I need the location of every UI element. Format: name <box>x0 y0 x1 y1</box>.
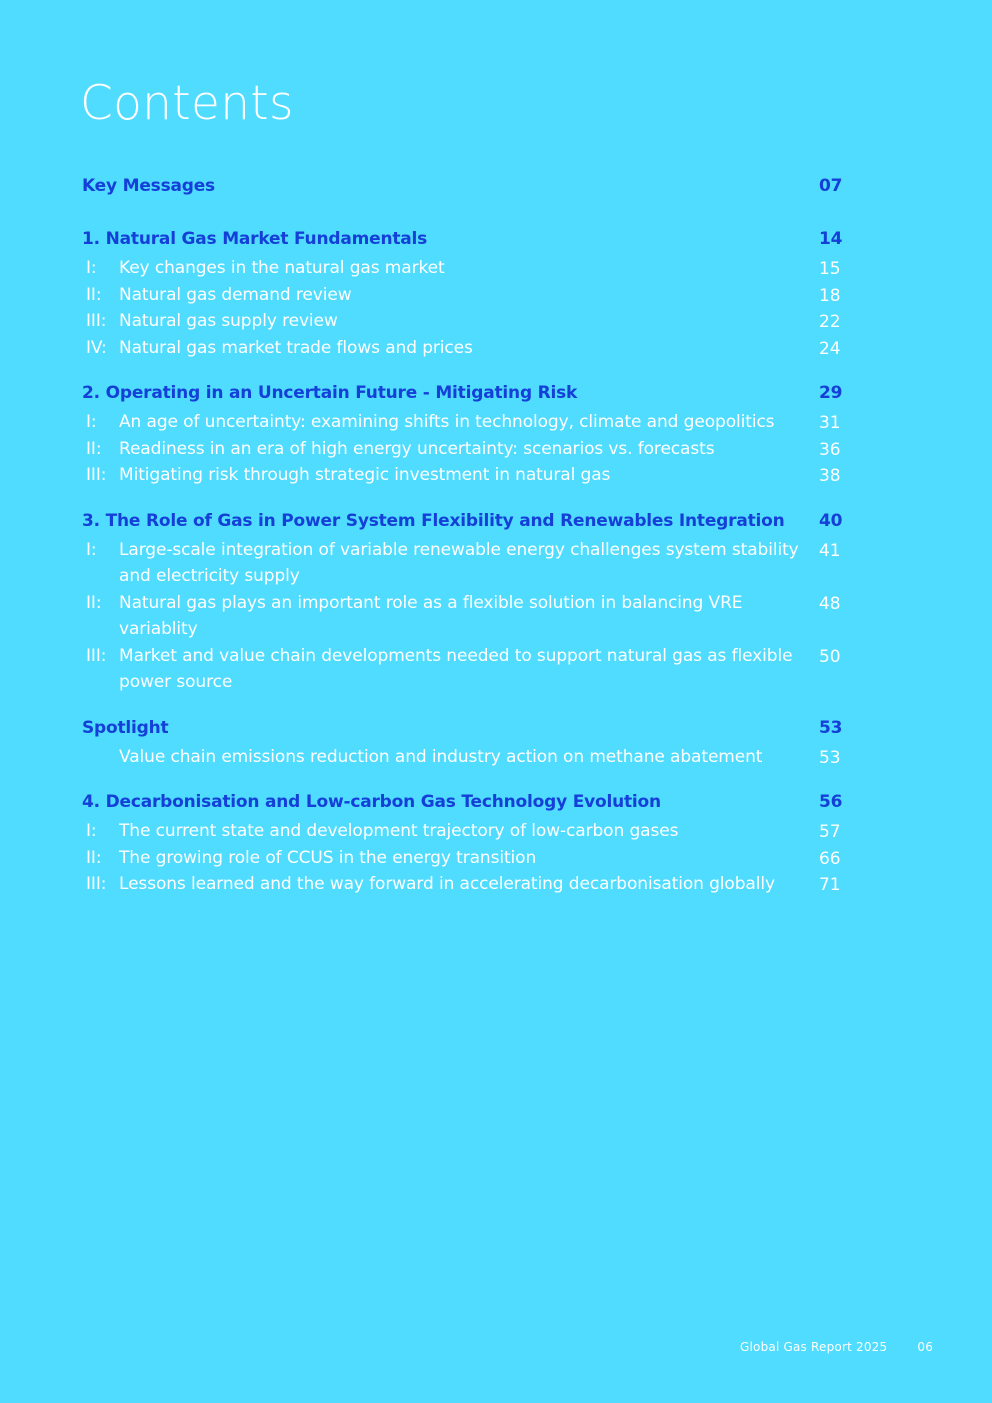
toc-section-label: 2. Operating in an Uncertain Future - Mitigating Risk <box>82 383 578 403</box>
toc-item-numeral <box>82 744 119 771</box>
toc-subsection-item[interactable] <box>82 436 852 463</box>
toc-item-title: Key changes in the natural gas market <box>119 258 445 278</box>
footer-page-number: 06 <box>917 1340 934 1354</box>
toc-subsection-item[interactable] <box>82 643 852 696</box>
toc-item-title: Natural gas market trade flows and prices <box>119 337 473 358</box>
toc-item-numeral: I: <box>86 821 97 841</box>
toc-page-number: 50 <box>819 646 841 667</box>
toc-page-number: 18 <box>819 285 841 306</box>
toc-item-numeral: I: <box>86 258 97 278</box>
toc-page-number: 07 <box>819 176 843 196</box>
toc-subsection-item[interactable] <box>82 590 852 643</box>
toc-item-title: Natural gas plays an important role as a flexible solution in balancing VRE variablity <box>119 592 743 639</box>
toc-page-number: 66 <box>819 848 841 869</box>
toc-subsection-item[interactable] <box>82 871 852 898</box>
toc-page-number: 38 <box>819 466 841 486</box>
toc-section-label: 3. The Role of Gas in Power System Flexibility and Renewables Integration <box>82 510 785 531</box>
toc-page-number: 15 <box>819 259 841 279</box>
toc-page-number: 24 <box>819 338 841 359</box>
footer-report-title: Global Gas Report 2025 <box>740 1340 888 1354</box>
toc-subsection-item[interactable] <box>82 282 852 309</box>
toc-item-numeral: IV: <box>86 337 107 358</box>
toc-item-numeral: III: <box>86 874 107 894</box>
toc-page-number: 40 <box>819 510 843 531</box>
toc-section-label: Spotlight <box>82 717 169 738</box>
toc-page-number: 48 <box>819 593 841 614</box>
toc-section-heading[interactable] <box>82 505 852 537</box>
toc-item-numeral: II: <box>86 438 102 459</box>
toc-subsection-item[interactable] <box>82 462 852 489</box>
toc-item-numeral: II: <box>86 847 102 868</box>
toc-page-number: 56 <box>819 792 843 812</box>
toc-subsection-item[interactable] <box>82 335 852 362</box>
toc-section-heading[interactable] <box>82 377 852 409</box>
toc-page-number: 31 <box>819 413 841 433</box>
toc-page-number: 22 <box>819 312 841 332</box>
table-of-contents <box>82 170 852 898</box>
toc-subsection-item[interactable] <box>82 744 852 771</box>
toc-item-title: The growing role of CCUS in the energy transition <box>119 847 537 868</box>
toc-item-numeral: III: <box>86 465 107 485</box>
page-footer <box>740 1340 933 1354</box>
toc-item-title: An age of uncertainty: examining shifts in technology, climate and geopolitics <box>119 412 775 432</box>
toc-section-heading[interactable] <box>82 223 852 255</box>
toc-subsection-item[interactable] <box>82 409 852 436</box>
toc-subsection-item[interactable] <box>82 255 852 282</box>
toc-section-heading[interactable] <box>82 712 852 744</box>
toc-section-label: Key Messages <box>82 176 215 196</box>
toc-section-label: 4. Decarbonisation and Low-carbon Gas Technology Evolution <box>82 792 661 812</box>
toc-item-title: Mitigating risk through strategic investment in natural gas <box>119 465 611 485</box>
toc-item-title: Natural gas supply review <box>119 311 338 331</box>
page-title: Contents <box>80 76 294 131</box>
toc-page-number: 53 <box>819 717 843 738</box>
toc-subsection-item[interactable] <box>82 537 852 590</box>
toc-section-heading[interactable] <box>82 786 852 818</box>
toc-page-number: 41 <box>819 540 841 561</box>
toc-page-number: 57 <box>819 822 841 842</box>
toc-item-title: Natural gas demand review <box>119 284 352 305</box>
toc-item-numeral: I: <box>86 539 97 560</box>
toc-item-title: Value chain emissions reduction and industry action on methane abatement <box>119 746 763 767</box>
toc-page-number: 53 <box>819 747 841 768</box>
toc-sections <box>82 223 852 898</box>
toc-subsection-item[interactable] <box>82 818 852 845</box>
toc-subsection-item[interactable] <box>82 845 852 872</box>
toc-item-numeral: I: <box>86 412 97 432</box>
toc-item-title: Large-scale integration of variable renewable energy challenges system stability and electricity supply <box>119 539 799 586</box>
toc-item-title: Lessons learned and the way forward in accelerating decarbonisation globally <box>119 874 775 894</box>
toc-page-number: 14 <box>819 229 843 249</box>
toc-page-number: 36 <box>819 439 841 460</box>
toc-page-number: 29 <box>819 383 843 403</box>
toc-section-label: 1. Natural Gas Market Fundamentals <box>82 229 428 249</box>
toc-item-numeral: III: <box>86 311 107 331</box>
toc-subsection-item[interactable] <box>82 308 852 335</box>
toc-item-title: The current state and development trajectory of low-carbon gases <box>119 821 679 841</box>
toc-item-numeral: II: <box>86 284 102 305</box>
toc-item-numeral: II: <box>86 592 102 613</box>
toc-item-title: Market and value chain developments needed to support natural gas as flexible power source <box>119 645 793 692</box>
toc-page-number: 71 <box>819 875 841 895</box>
toc-item-numeral: III: <box>86 645 107 666</box>
toc-item-title: Readiness in an era of high energy uncertainty: scenarios vs. forecasts <box>119 438 715 459</box>
toc-entry-key-messages[interactable] <box>82 170 852 202</box>
